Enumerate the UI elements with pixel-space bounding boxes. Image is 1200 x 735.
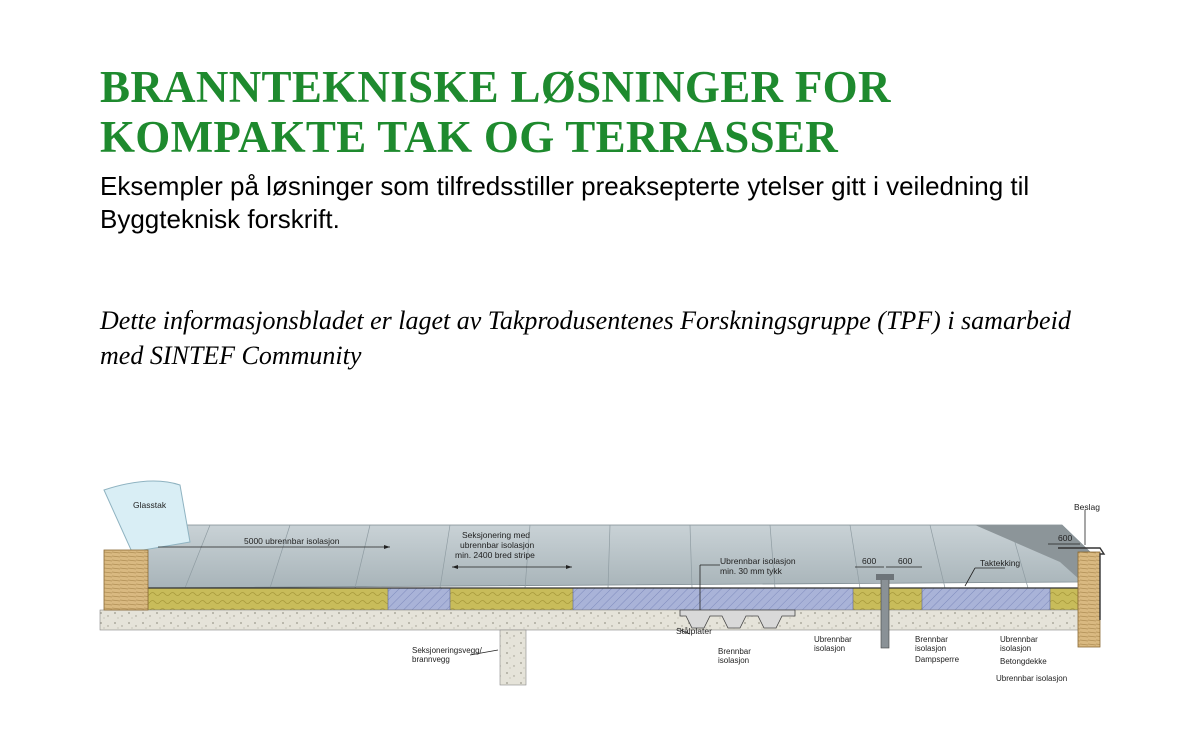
label-ubrennbar-30-1: Ubrennbar isolasjon: [720, 556, 796, 566]
concrete-deck: [100, 610, 1085, 630]
info-text: Dette informasjonsbladet er laget av Takprodusentenes Forskningsgruppe (TPF) i samarbeid med SINTEF Community: [100, 306, 1071, 370]
combustible-insulation-a: [388, 588, 450, 610]
page-title-line-2: KOMPAKTE TAK OG TERRASSER: [100, 112, 839, 162]
label-ubrennbar-30-2: min. 30 mm tykk: [720, 566, 782, 576]
left-wall: [104, 550, 148, 610]
label-brennbar-2a: Brennbar: [915, 635, 948, 644]
right-wall: [1078, 552, 1100, 647]
label-betongdekke: Betongdekke: [1000, 657, 1047, 666]
combustible-insulation-b: [573, 588, 853, 610]
label-600-c: 600: [1058, 533, 1073, 543]
label-ubrennbar-2b: isolasjon: [1000, 644, 1032, 653]
label-brennbar-2b: isolasjon: [915, 644, 947, 653]
steel-column: [881, 578, 889, 648]
label-stalplater: Stålplater: [676, 626, 712, 636]
label-seksjoneringsvegg-1: Seksjoneringsvegg/: [412, 646, 482, 655]
label-ubrennbar-2a: Ubrennbar: [1000, 635, 1038, 644]
label-beslag: Beslag: [1074, 502, 1100, 512]
label-brennbar-1a: Brennbar: [718, 647, 751, 656]
label-glasstak: Glasstak: [133, 500, 167, 510]
fire-wall: [500, 630, 526, 685]
combustible-insulation-c: [922, 588, 1050, 610]
label-brennbar-1b: isolasjon: [718, 656, 750, 665]
label-ubrennbar-3: Ubrennbar isolasjon: [996, 674, 1068, 683]
glass-roof: [104, 481, 190, 552]
label-600-b: 600: [898, 556, 913, 566]
label-seksjonering-2: ubrennbar isolasjon: [460, 540, 535, 550]
roof-section-diagram: [0, 470, 1200, 695]
page-title-line-1: BRANNTEKNISKE LØSNINGER FOR: [100, 62, 891, 112]
page-subtitle: Eksempler på løsninger som tilfredsstiller preaksepterte ytelser gitt i veiledning til Byggteknisk forskrift.: [100, 171, 1030, 234]
label-ubrennbar-5000: 5000 ubrennbar isolasjon: [244, 536, 340, 546]
label-seksjonering-1: Seksjonering med: [462, 530, 531, 540]
label-seksjoneringsvegg-2: brannvegg: [412, 655, 450, 664]
label-seksjonering-3: min. 2400 bred stripe: [455, 550, 535, 560]
page-title: [100, 62, 1100, 162]
label-ubrennbar-1b: isolasjon: [814, 644, 846, 653]
label-600-a: 600: [862, 556, 877, 566]
label-taktekking: Taktekking: [980, 558, 1021, 568]
label-ubrennbar-1a: Ubrennbar: [814, 635, 852, 644]
label-dampsperre: Dampsperre: [915, 655, 960, 664]
